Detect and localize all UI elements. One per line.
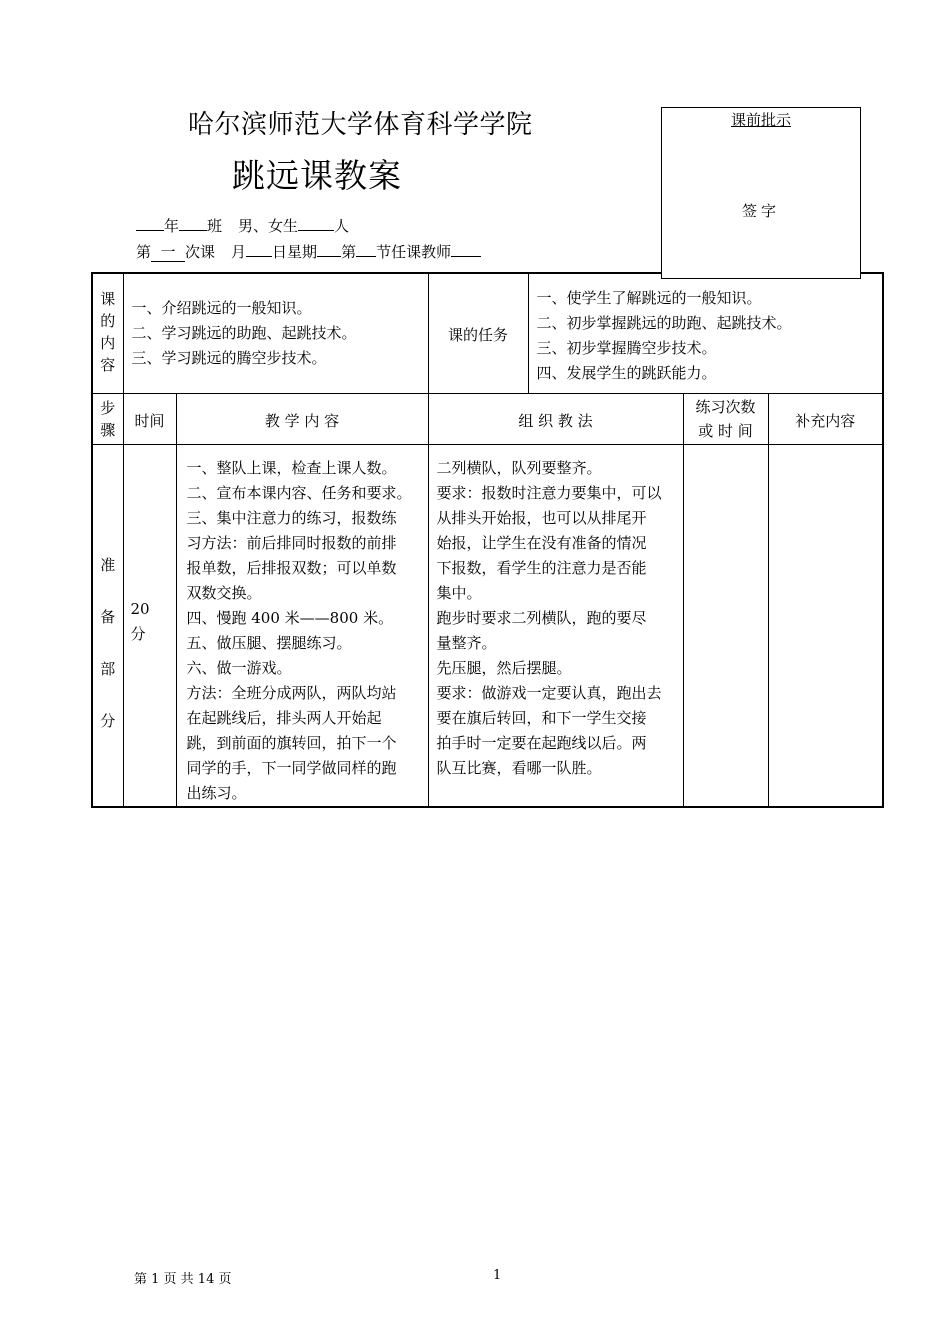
text-line: 三、集中注意力的练习，报数练 <box>186 508 397 527</box>
class-info-line <box>136 216 349 236</box>
column-time: 时间 <box>123 393 176 444</box>
teaching-content <box>176 444 428 807</box>
list-item: 一、介绍跳远的一般知识。 <box>131 299 312 317</box>
text-line: 跑步时要求二列横队，跑的要尽 <box>436 608 647 627</box>
year-blank <box>136 216 164 231</box>
lesson-prefix: 第 <box>136 243 152 261</box>
text-line: 要求：报数时注意力要集中，可以 <box>436 483 662 502</box>
text-line: 方法：全班分成两队，两队均站 <box>186 683 397 702</box>
text-line: 始报，让学生在没有准备的情况 <box>436 533 647 552</box>
list-item: 三、初步掌握腾空步技术。 <box>536 339 717 357</box>
text-line: 拍手时一定要在起跑线以后。两 <box>436 733 647 752</box>
approval-box <box>661 107 861 279</box>
text-line: 下报数，看学生的注意力是否能 <box>436 558 647 577</box>
text-line: 要在旗后转回，和下一学生交接 <box>436 708 647 727</box>
people-label: 人 <box>334 217 350 235</box>
lesson-content-items <box>123 273 428 393</box>
text-line: 四、慢跑 400 米——800 米。 <box>186 608 394 627</box>
day-blank <box>246 242 272 257</box>
section-time: 20 分 <box>123 444 176 807</box>
column-organization: 组 织 教 法 <box>428 393 683 444</box>
section-preparation: 准 备 部 分 <box>92 444 123 807</box>
text-line: 习方法：前后排同时报数的前排 <box>186 533 397 552</box>
lesson-task-items <box>528 273 883 393</box>
text-line: 同学的手，下一同学做同样的跑 <box>186 758 397 777</box>
text-line: 队互比赛，看哪一队胜。 <box>436 758 602 777</box>
lesson-plan-table <box>91 272 884 808</box>
class-blank <box>179 216 207 231</box>
supplement-cell <box>768 444 883 807</box>
column-step: 步 骤 <box>92 393 123 444</box>
lesson-info-line <box>136 242 481 262</box>
column-teaching-content: 教 学 内 容 <box>176 393 428 444</box>
text-line: 要求：做游戏一定要认真，跑出去 <box>436 683 662 702</box>
column-supplement: 补充内容 <box>768 393 883 444</box>
page-info: 第 1 页 共 14 页 <box>134 1272 232 1287</box>
lesson-task-label: 课的任务 <box>428 273 528 393</box>
list-item: 二、初步掌握跳远的助跑、起跳技术。 <box>536 314 792 332</box>
text-line: 双数交换。 <box>186 583 262 602</box>
list-item: 一、使学生了解跳远的一般知识。 <box>536 289 762 307</box>
text-line: 六、做一游戏。 <box>186 658 292 677</box>
text-line: 二列横队，队列要整齐。 <box>436 458 602 477</box>
text-line: 在起跳线后，排头两人开始起 <box>186 708 382 727</box>
organization-content <box>428 444 683 807</box>
text-line: 二、宣布本课内容、任务和要求。 <box>186 483 412 502</box>
text-line: 先压腿，然后摆腿。 <box>436 658 572 677</box>
approval-title: 课前批示 <box>730 111 791 129</box>
weekday-blank <box>317 242 341 257</box>
text-line: 从排头开始报，也可以从排尾开 <box>436 508 647 527</box>
signature-label: 签字 <box>741 202 780 220</box>
period-blank <box>356 242 376 257</box>
text-line: 量整齐。 <box>436 633 497 652</box>
text-line: 五、做压腿、摆腿练习。 <box>186 633 352 652</box>
text-line: 报单数，后排报双数；可以单数 <box>186 558 397 577</box>
period-prefix: 第 <box>341 243 357 261</box>
text-line: 集中。 <box>436 583 482 602</box>
lesson-content-label: 课 的 内 容 <box>92 273 123 393</box>
people-blank <box>298 216 334 231</box>
teacher-blank <box>451 242 481 257</box>
page-number: 1 <box>493 1268 502 1283</box>
teacher-label: 节任课教师 <box>376 243 452 261</box>
lesson-number: 一 <box>151 243 185 262</box>
day-label: 日星期 <box>272 243 318 261</box>
text-line: 一、整队上课，检查上课人数。 <box>186 458 397 477</box>
class-label: 班 <box>207 217 223 235</box>
document-title: 跳远课教案 <box>232 156 402 195</box>
list-item: 三、学习跳远的腾空步技术。 <box>131 349 327 367</box>
column-practice: 练习次数 或 时 间 <box>683 393 768 444</box>
lesson-label: 次课 <box>185 243 216 261</box>
month-label: 月 <box>231 243 247 261</box>
practice-cell <box>683 444 768 807</box>
list-item: 四、发展学生的跳跃能力。 <box>536 364 717 382</box>
list-item: 二、学习跳远的助跑、起跳技术。 <box>131 324 357 342</box>
year-label: 年 <box>164 217 180 235</box>
text-line: 出练习。 <box>186 783 247 802</box>
text-line: 跳，到前面的旗转回，拍下一个 <box>186 733 397 752</box>
gender-label: 男、女生 <box>238 217 299 235</box>
institution-name: 哈尔滨师范大学体育科学学院 <box>188 110 533 140</box>
